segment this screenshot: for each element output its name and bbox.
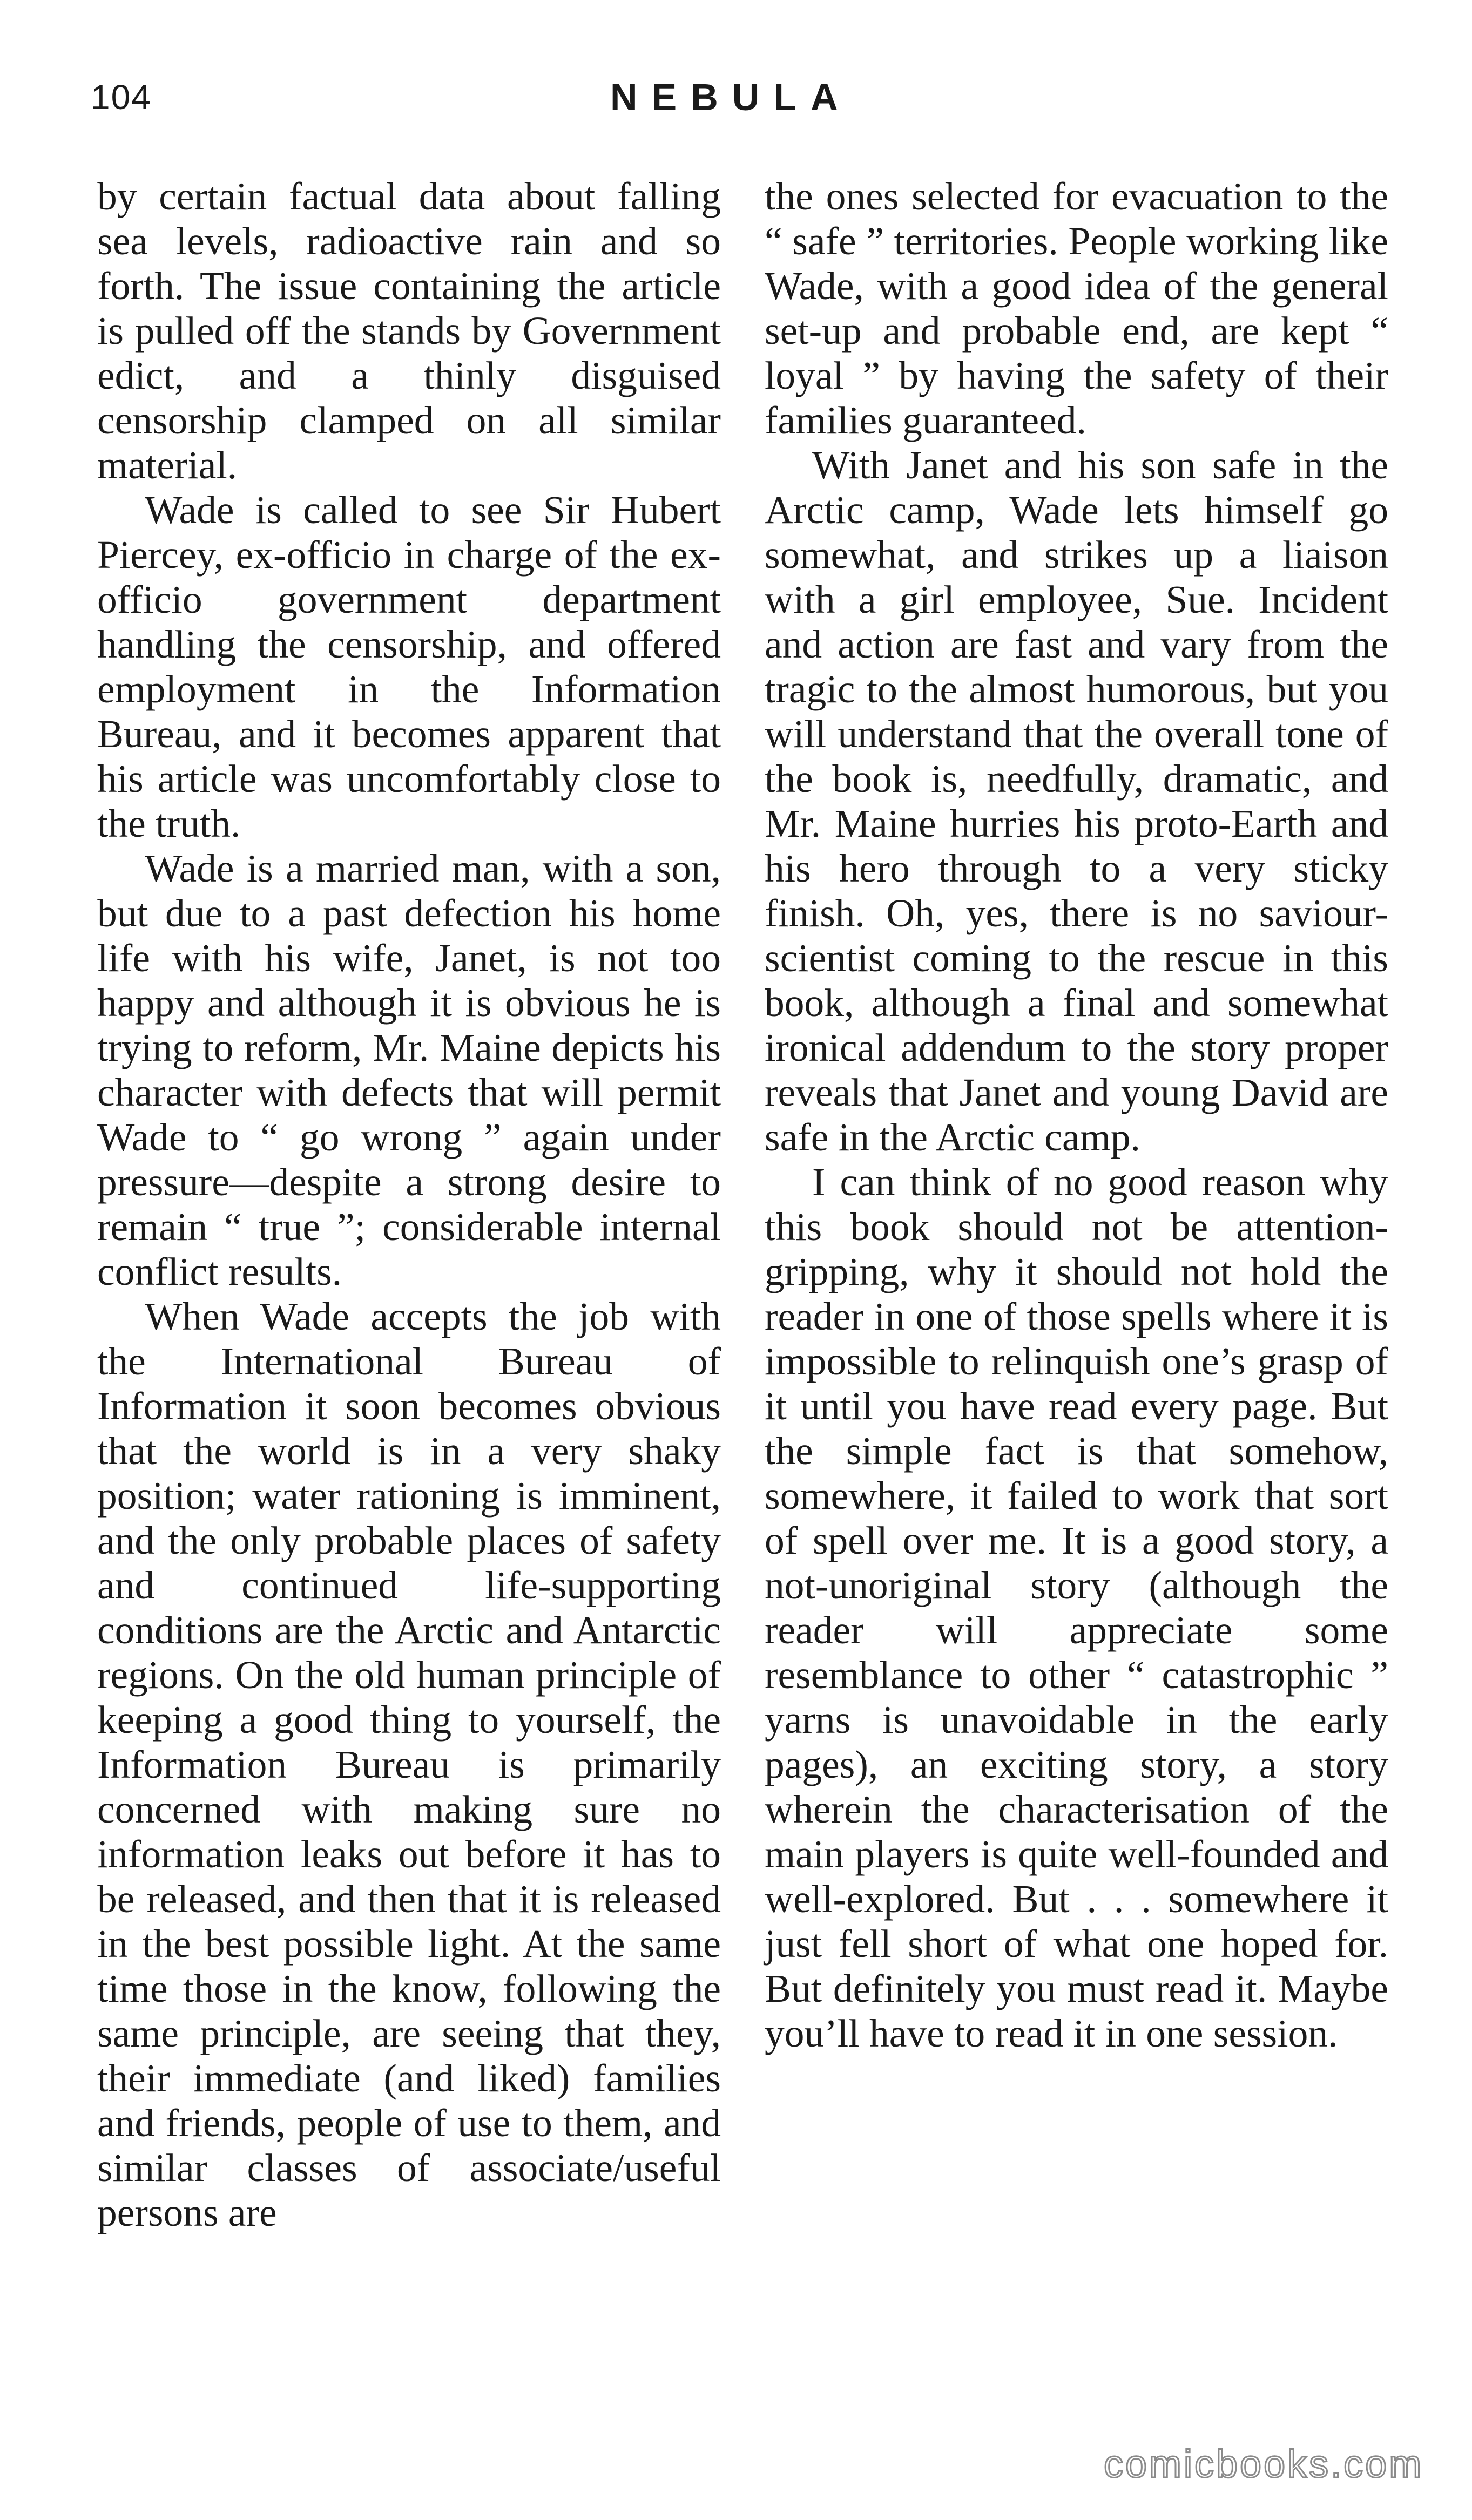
paragraph: With Janet and his son safe in the Arctic camp, Wade lets himself go somewhat, and strikes up a liaison with a girl employee, Sue. Incident and action are fast and vary from the tragic to the almost humorous, but you will understand that the overall tone of the book is, needfully, dramatic, and Mr. Maine hurries his proto-Earth and his hero through to a very sticky finish. Oh, yes, there is no saviour-scientist coming to the rescue in this book, although a final and somewhat ironical addendum to the story proper reveals that Janet and young David are safe in the Arctic camp. (765, 443, 1388, 1159)
paragraph: I can think of no good reason why this book should not be attention-gripping, why it should not hold the reader in one of those spells where it is impossible to relinquish one’s grasp of it until you have read every page. But the simple fact is that somehow, somewhere, it failed to work that sort of spell over me. It is a good story, a not-unoriginal story (although the reader will appreciate some resemblance to other “ catastrophic ” yarns is unavoidable in the early pages), an exciting story, a story wherein the characterisation of the main players is quite well-founded and well-explored. But . . . somewhere it just fell short of what one hoped for. But definitely you must read it. Maybe you’ll have to read it in one session. (765, 1160, 1388, 2055)
left-column (97, 174, 721, 2235)
paragraph: by certain factual data about falling sea levels, radioactive rain and so forth. The issue containing the article is pulled off the stands by Government edict, and a thinly disguised censorship clamped on all similar material. (97, 174, 721, 487)
watermark: comicbooks.com (1104, 2443, 1424, 2486)
right-column (765, 174, 1388, 2056)
paragraph: Wade is a married man, with a son, but due to a past defection his home life with his wife, Janet, is not too happy and although it is obvious he is trying to reform, Mr. Maine depicts his character with defects that will permit Wade to “ go wrong ” again under pressure—despite a strong desire to remain “ true ”; considerable internal conflict results. (97, 846, 721, 1293)
paragraph: Wade is called to see Sir Hubert Piercey, ex-officio in charge of the ex-officio government department handling the censorship, and offered employment in the Information Bureau, and it becomes apparent that his article was uncomfortably close to the truth. (97, 488, 721, 845)
running-head: NEBULA (610, 76, 852, 118)
page-number: 104 (91, 78, 152, 117)
paragraph: the ones selected for evacuation to the “ safe ” territories. People working like Wade, with a good idea of the general set-up and probable end, are kept “ loyal ” by having the safety of their families guaranteed. (765, 174, 1388, 442)
paragraph: When Wade accepts the job with the International Bureau of Information it soon becomes obvious that the world is in a very shaky position; water rationing is imminent, and the only probable places of safety and continued life-supporting conditions are the Arctic and Antarctic regions. On the old human principle of keeping a good thing to yourself, the Information Bureau is primarily concerned with making sure no information leaks out before it has to be released, and then that it is released in the best possible light. At the same time those in the know, following the same principle, are seeing that they, their immediate (and liked) families and friends, people of use to them, and similar classes of associate/useful persons are (97, 1295, 721, 2234)
